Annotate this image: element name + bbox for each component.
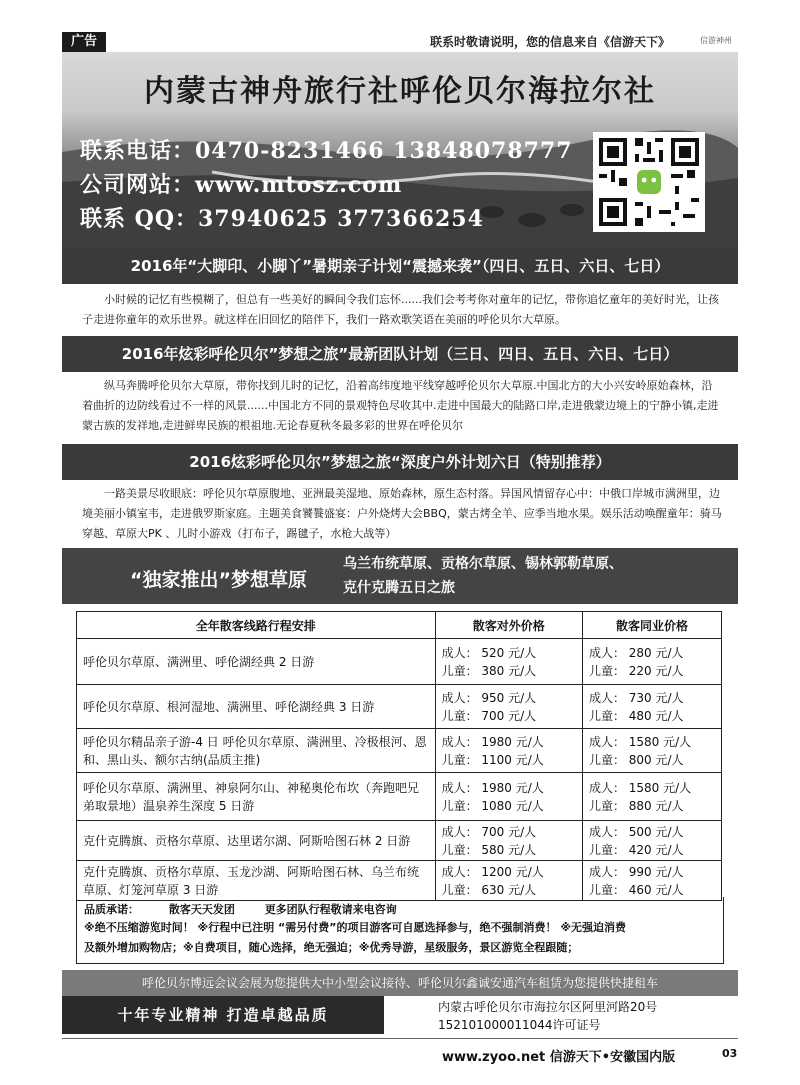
promise-group: 更多团队行程敬请来电咨询 — [264, 903, 397, 916]
footer-publication: www.zyoo.net 信游天下•安徽国内版 — [442, 1050, 676, 1065]
section-text-group-plan — [82, 376, 722, 436]
route-cell: 呼伦贝尔草原、根河湿地、满洲里、呼伦湖经典 3 日游 — [77, 685, 436, 729]
services-bar: 呼伦贝尔博远会议会展为您提供大中小型会议接待、呼伦贝尔鑫诚安通汽车租赁为您提供快捷租车 — [62, 970, 738, 996]
child-price: 儿童： 220 元/人 — [588, 663, 684, 678]
quality-promise — [84, 901, 423, 917]
child-price: 儿童： 480 元/人 — [588, 708, 684, 723]
promise-note-2: 及额外增加购物店；※自费项目，随心选择，绝无强迫；※优秀导游，星级服务，景区游览全程跟随； — [84, 941, 579, 954]
child-price: 儿童： 800 元/人 — [588, 752, 684, 767]
table-header-row — [77, 612, 722, 639]
adult-price: 成人： 280 元/人 — [588, 645, 684, 660]
public-price-cell — [435, 821, 582, 861]
promise-label: 品质承诺： — [84, 903, 139, 916]
adult-price: 成人： 520 元/人 — [441, 645, 537, 660]
promise-daily: 散客天天发团 — [168, 903, 235, 916]
table-row — [77, 773, 722, 821]
child-price: 儿童： 580 元/人 — [441, 842, 537, 857]
public-price-cell — [435, 685, 582, 729]
section-heading-group-plan: 2016年炫彩呼伦贝尔”梦想之旅”最新团队计划（三日、四日、五日、六日、七日） — [62, 336, 738, 372]
section-heading-family-summer: 2016年“大脚印、小脚丫”暑期亲子计划“震撼来袭”（四日、五日、六日、七日） — [62, 248, 738, 284]
page-number: 03 — [722, 1047, 738, 1060]
child-price: 儿童： 700 元/人 — [441, 708, 537, 723]
trade-price-cell — [582, 773, 721, 821]
header-trade-price: 散客同业价格 — [582, 612, 721, 639]
route-cell: 呼伦贝尔草原、满洲里、呼伦湖经典 2 日游 — [77, 639, 436, 685]
magazine-logo: 信游神州 — [700, 36, 732, 45]
address: 内蒙古呼伦贝尔市海拉尔区阿里河路20号 — [438, 1000, 658, 1014]
qr-code — [593, 132, 705, 232]
contact-phone: 联系电话：0470-8231466 13848078777 — [80, 138, 573, 164]
table-row — [77, 821, 722, 861]
dream-route-line2: 克什克腾五日之旅 — [343, 580, 455, 596]
adult-price: 成人： 950 元/人 — [441, 690, 537, 705]
route-cell: 呼伦贝尔精品亲子游-4 日 呼伦贝尔草原、满洲里、冷极根河、恩和、黑山头、额尔古纳(品质主推) — [77, 729, 436, 773]
route-cell: 呼伦贝尔草原、满洲里、神泉阿尔山、神秘奥伦布坎（奔跑吧兄弟取景地）温泉养生深度 5 日游 — [77, 773, 436, 821]
child-price: 儿童： 380 元/人 — [441, 663, 537, 678]
public-price-cell — [435, 773, 582, 821]
section-text-outdoor-plan — [82, 484, 722, 544]
adult-price: 成人： 730 元/人 — [588, 690, 684, 705]
child-price: 儿童： 1080 元/人 — [441, 798, 544, 813]
dream-title: “独家推出”梦想草原 — [130, 569, 307, 591]
adult-price: 成人： 1580 元/人 — [588, 734, 692, 749]
table-row — [77, 861, 722, 901]
table-row — [77, 729, 722, 773]
license-number: 152101000011044许可证号 — [438, 1018, 601, 1032]
adult-price: 成人： 500 元/人 — [588, 824, 684, 839]
table-row — [77, 685, 722, 729]
trade-price-cell — [582, 861, 721, 901]
divider — [62, 1038, 738, 1039]
trade-price-cell — [582, 729, 721, 773]
adult-price: 成人： 700 元/人 — [441, 824, 537, 839]
child-price: 儿童： 630 元/人 — [441, 882, 537, 897]
promise-note-1: ※绝不压缩游览时间！ ※行程中已注明 “需另付费”的项目游客可自愿选择参与，绝不强制消费！ ※无强迫消费 — [84, 921, 627, 934]
child-price: 儿童： 880 元/人 — [588, 798, 684, 813]
paragraph: 纵马奔腾呼伦贝尔大草原，带你找到儿时的记忆，沿着高纬度地平线穿越呼伦贝尔大草原.中国北方的大小兴安岭原始森林，沿着曲折的边防线看过不一样的风景......中国北方不同的景观特色尽收其中.走进中国最大的陆路口岸,走进俄蒙边境上的宁静小镇,走进蒙古族的发祥地,走进鲜卑民族的根祖地.无论春夏秋冬最多彩的世界在呼伦贝尔 — [82, 379, 719, 432]
public-price-cell — [435, 729, 582, 773]
company-name: 内蒙古神舟旅行社呼伦贝尔海拉尔社 — [144, 74, 656, 109]
child-price: 儿童： 1100 元/人 — [441, 752, 544, 767]
table-row — [77, 639, 722, 685]
adult-price: 成人： 1980 元/人 — [441, 734, 544, 749]
paragraph: 一路美景尽收眼底：呼伦贝尔草原腹地、亚洲最美湿地、原始森林，原生态村落。异国风情留存心中：中俄口岸城市满洲里，边境美丽小镇室韦，走进俄罗斯家庭。主题美食饕餮盛宴：户外烧烤大会BBQ，蒙古烤全羊、应季当地水果。娱乐活动唤醒童年：骑马穿越、草原大PK 、儿时小游戏（打布子，踢毽子，水枪大战等） — [82, 487, 722, 540]
trade-price-cell — [582, 821, 721, 861]
public-price-cell — [435, 639, 582, 685]
company-website: 公司网站：www.mtosz.com — [80, 172, 403, 198]
section-text-family-summer — [82, 290, 722, 330]
child-price: 儿童： 420 元/人 — [588, 842, 684, 857]
trade-price-cell — [582, 685, 721, 729]
route-cell: 克什克腾旗、贡格尔草原、玉龙沙湖、阿斯哈图石林、乌兰布统草原、灯笼河草原 3 日游 — [77, 861, 436, 901]
section-heading-outdoor-plan: 2016炫彩呼伦贝尔”梦想之旅“深度户外计划六日（特别推荐） — [62, 444, 738, 480]
child-price: 儿童： 460 元/人 — [588, 882, 684, 897]
route-cell: 克什克腾旗、贡格尔草原、达里诺尔湖、阿斯哈图石林 2 日游 — [77, 821, 436, 861]
header-public-price: 散客对外价格 — [435, 612, 582, 639]
price-table — [76, 611, 722, 901]
dream-route-line1: 乌兰布统草原、贡格尔草原、锡林郭勒草原、 — [343, 556, 623, 572]
adult-price: 成人： 1980 元/人 — [441, 780, 544, 795]
contact-qq: 联系 QQ：37940625 377366254 — [80, 206, 484, 232]
adult-price: 成人： 990 元/人 — [588, 864, 684, 879]
adult-price: 成人： 1200 元/人 — [441, 864, 544, 879]
adult-price: 成人： 1580 元/人 — [588, 780, 692, 795]
ad-tag: 广告 — [62, 32, 106, 52]
public-price-cell — [435, 861, 582, 901]
trade-price-cell — [582, 639, 721, 685]
header-route: 全年散客线路行程安排 — [77, 612, 436, 639]
source-notice: 联系时敬请说明，您的信息来自《信游天下》 — [430, 35, 671, 49]
paragraph: 小时候的记忆有些模糊了，但总有一些美好的瞬间令我们忘怀......我们会考考你对童年的记忆，带你追忆童年的美好时光，让孩子走进你童年的欢乐世界。就这样在旧回忆的陪伴下，我们一路欢歌笑语在美丽的呼伦贝尔大草原。 — [82, 293, 719, 326]
slogan-banner: 十年专业精神 打造卓越品质 — [62, 996, 384, 1034]
